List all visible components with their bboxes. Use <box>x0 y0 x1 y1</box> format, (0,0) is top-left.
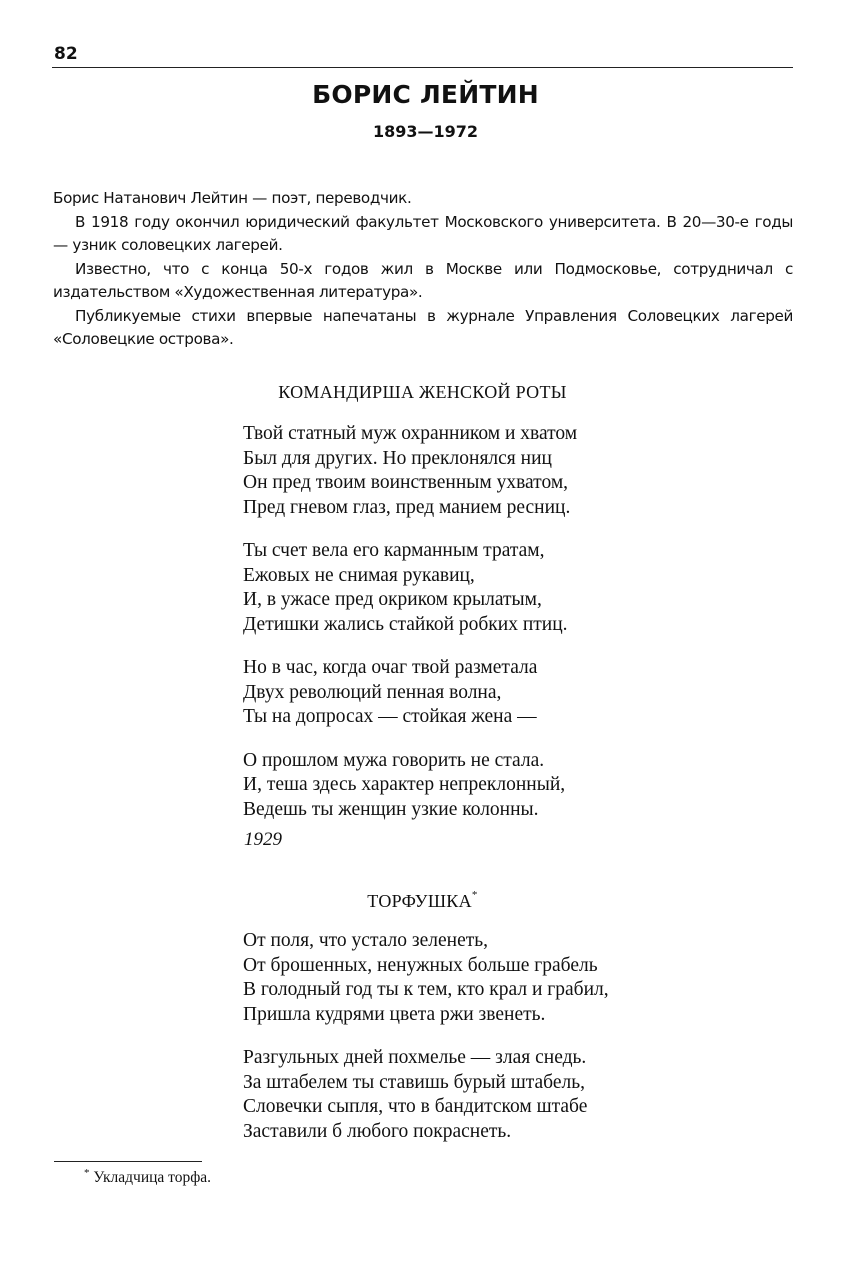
poem-date: 1929 <box>244 829 282 850</box>
author-bio <box>53 187 793 352</box>
poem-title: ТОРФУШКА <box>367 891 472 911</box>
poem-line: В голодный год ты к тем, кто крал и грабил, <box>243 979 609 1000</box>
stanza <box>243 539 703 637</box>
poem-line: Но в час, когда очаг твой разметала <box>243 657 538 678</box>
footnote-text: Укладчица торфа. <box>93 1169 212 1186</box>
poem-line: Он пред твоим воинственным ухватом, <box>243 472 569 493</box>
author-years: 1893—1972 <box>372 122 479 141</box>
poem-line: Твой статный муж охранником и хватом <box>243 423 578 444</box>
poem-line: От брошенных, ненужных больше грабель <box>243 954 598 976</box>
poem-line: От поля, что устало зеленеть, <box>243 930 489 951</box>
stanza <box>243 656 703 730</box>
page-number: 82 <box>54 44 78 64</box>
poem-line: О прошлом мужа говорить не стала. <box>243 749 545 771</box>
footnote-reference[interactable]: * <box>471 889 478 901</box>
author-name: БОРИС ЛЕЙТИН <box>312 80 539 109</box>
stanza <box>243 422 703 520</box>
poem-body <box>243 929 703 1163</box>
poem-line: Детишки жались стайкой робких птиц. <box>243 613 568 635</box>
stanza <box>243 749 703 823</box>
poem-line: Ты на допросах — стойкая жена — <box>243 706 537 727</box>
stanza <box>243 929 703 1027</box>
poem-line: Словечки сыпля, что в бандитском штабе <box>243 1096 588 1117</box>
footnote <box>84 1169 211 1187</box>
poem-title: КОМАНДИРША ЖЕНСКОЙ РОТЫ <box>278 382 567 402</box>
bio-paragraph: В 1918 году окончил юридический факультет Московского университета. В 20—30-е годы — узник соловецких лагерей. <box>53 212 793 254</box>
footnote-mark: * <box>84 1167 90 1179</box>
poem-line: Разгульных дней похмелье — злая снедь. <box>243 1047 587 1068</box>
poem-line: Пришла кудрями цвета ржи звенеть. <box>243 1003 546 1025</box>
poem-line: За штабелем ты ставишь бурый штабель, <box>243 1071 585 1093</box>
poem-line: И, теша здесь характер непреклонный, <box>243 774 566 795</box>
poem-body <box>243 422 703 841</box>
poem-line: Двух революций пенная волна, <box>243 681 502 703</box>
poem-line: Был для других. Но преклонялся ниц <box>243 447 552 469</box>
poem-line: И, в ужасе пред окриком крылатым, <box>243 589 542 610</box>
bio-paragraph: Известно, что с конца 50-х годов жил в Москве или Подмосковье, сотрудничал с издательством «Художественная литература». <box>53 259 793 301</box>
poem-line: Ты счет вела его карманным тратам, <box>243 540 545 561</box>
poem-line: Пред гневом глаз, пред манием ресниц. <box>243 496 571 518</box>
header-rule <box>52 67 793 68</box>
bio-paragraph: Борис Натанович Лейтин — поэт, переводчик. <box>53 189 412 207</box>
poem-line: Заставили б любого покраснеть. <box>243 1120 512 1142</box>
footnote-rule <box>54 1161 202 1162</box>
poem-line: Ведешь ты женщин узкие колонны. <box>243 798 539 820</box>
poem-line: Ежовых не снимая рукавиц, <box>243 564 475 586</box>
stanza <box>243 1046 703 1144</box>
bio-paragraph: Публикуемые стихи впервые напечатаны в журнале Управления Соловецких лагерей «Соловецкие острова». <box>53 306 793 348</box>
poem-title-wrapper <box>0 891 845 912</box>
